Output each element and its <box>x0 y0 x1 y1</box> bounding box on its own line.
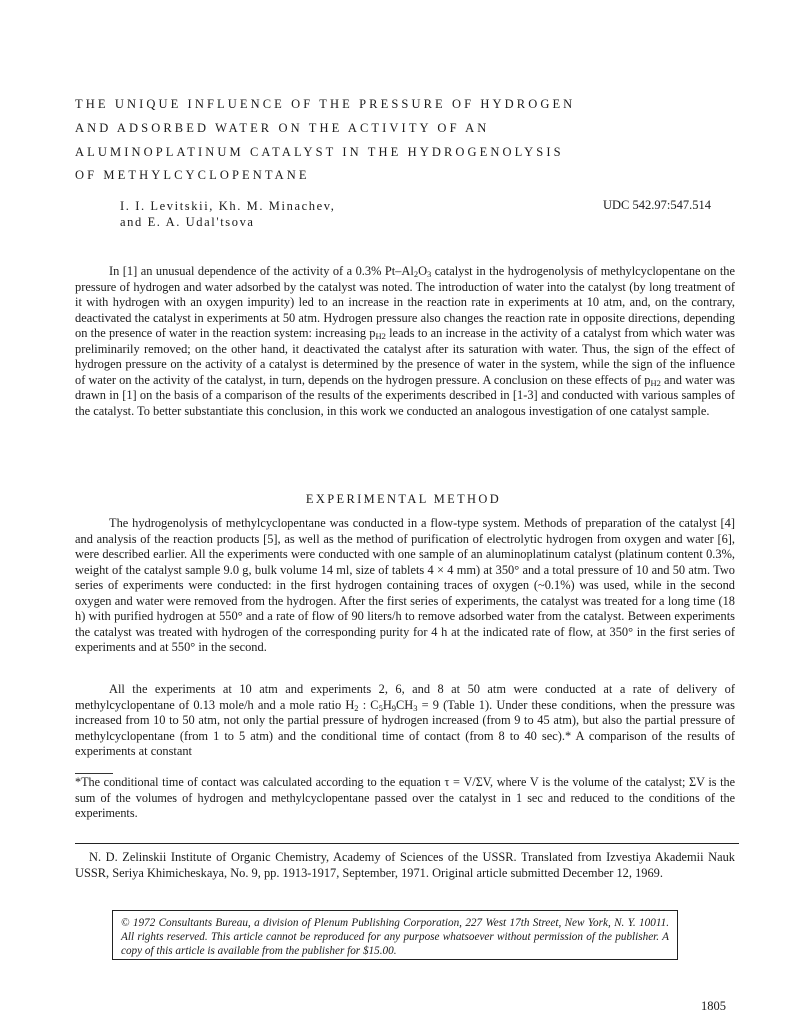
article-title-line-1: THE UNIQUE INFLUENCE OF THE PRESSURE OF HYDROGEN <box>75 97 576 111</box>
article-title-line-3: ALUMINOPLATINUM CATALYST IN THE HYDROGENOLYSIS <box>75 145 564 159</box>
copyright-box <box>112 910 678 960</box>
method-paragraph-1: The hydrogenolysis of methylcyclopentane was conducted in a flow-type system. Methods of preparation of the catalyst [4] and analysis of the reaction products [5], as well as the method of purification of electrolytic hydrogen from oxygen and water [6], were described earlier. All the experiments were conducted with one sample of an aluminoplatinum catalyst (platinum content 0.3%, weight of the catalyst sample 9.0 g, bulk volume 14 ml, size of tablets 4 × 4 mm) at 350° and a total pressure of 10 and 50 atm. Two series of experiments were conducted: in the first hydrogen containing traces of oxygen (~0.1%) was used, while in the second oxygen and water were removed from the hydrogen. After the first series of experiments, the catalyst was treated for a long time (18 h) with purified hydrogen at 550° and a rate of flow of 90 liters/h to remove adsorbed water from the catalyst. Between experiments the catalyst was treated with hydrogen of the corresponding purity for 4 h at the indicated rate of flow, at 350° in the first series of experiments and at 550° in the second. <box>75 516 735 654</box>
authors-line-2: and E. A. Udal'tsova <box>120 215 255 229</box>
copyright-notice: © 1972 Consultants Bureau, a division of Plenum Publishing Corporation, 227 West 17th Street, New York, N. Y. 10011. All rights reserved. This article cannot be reproduced for any purpose whatsoever without permission of the publisher. A copy of this article is available from the publisher for $15.00. <box>121 917 669 957</box>
footnote-divider <box>75 773 113 774</box>
footnote: *The conditional time of contact was calculated according to the equation τ = V/ΣV, where V is the volume of the catalyst; ΣV is the sum of the volumes of hydrogen and methylcyclopentane passed over the catalyst in 1 sec and reduced to the conditions of the experiments. <box>75 775 735 820</box>
page-number: 1805 <box>701 999 726 1013</box>
article-title-line-2: AND ADSORBED WATER ON THE ACTIVITY OF AN <box>75 121 490 135</box>
affiliation-divider <box>75 843 739 844</box>
authors-line-1: I. I. Levitskii, Kh. M. Minachev, <box>120 199 336 213</box>
intro-paragraph: In [1] an unusual dependence of the activity of a 0.3% $Pt-Al_2O_3$ catalyst in the hydrogenolysis of methylcyclopentane on the pressure of hydrogen and water adsorbed by the catalyst was noted. The introduction of water into the catalyst (by long treatment of it with hydrogen with an oxygen impurity) led to an increase in the reaction rate in experiments at 10 atm, and, on the contrary, deactivated the catalyst in experiments at 50 atm. Hydrogen pressure also changes the reaction rate in opposite directions, depending on the presence of water in the reaction system: increasing $p_{H2}$ leads to an increase in the activity of a catalyst from which water was preliminarily removed; on the other hand, it deactivated the catalyst after its saturation with water. Thus, the sign of the effect of hydrogen pressure on the activity of a catalyst is determined by the presence of water in the system, while the sign of the influence of water on the activity of the catalyst, in turn, depends on the hydrogen pressure. A conclusion on these effects of $p_{H2}$ and water was drawn in [1] on the basis of a comparison of the results of the experiments described in [1-3] and conducted with various samples of the catalyst. To better substantiate this conclusion, in this work we conducted an analogous investigation of one catalyst sample. <box>75 264 735 418</box>
affiliation-note: N. D. Zelinskii Institute of Organic Chemistry, Academy of Sciences of the USSR. Translated from Izvestiya Akademii Nauk USSR, Seriya Khimicheskaya, No. 9, pp. 1913-1917, September, 1971. Original article submitted December 12, 1969. <box>75 850 735 880</box>
method-paragraph-2: All the experiments at 10 atm and experiments 2, 6, and 8 at 50 atm were conducted at a rate of delivery of methylcyclopentane of 0.13 mole/h and a mole ratio $H_2$ : $C_5H_9CH_3 = 9$ (Table 1). Under these conditions, when the pressure was increased from 10 to 50 atm, not only the partial pressure of hydrogen increased (from 9 to 45 atm), but also the partial pressure of methylcyclopentane (from 1 to 5 atm) and the conditional time of contact (from 8 to 40 sec).* A comparison of the results of experiments at constant <box>75 682 735 758</box>
article-title-line-4: OF METHYLCYCLOPENTANE <box>75 168 310 182</box>
udc-code: UDC 542.97:547.514 <box>603 198 711 212</box>
section-heading: EXPERIMENTAL METHOD <box>305 492 502 506</box>
authors <box>120 198 336 230</box>
